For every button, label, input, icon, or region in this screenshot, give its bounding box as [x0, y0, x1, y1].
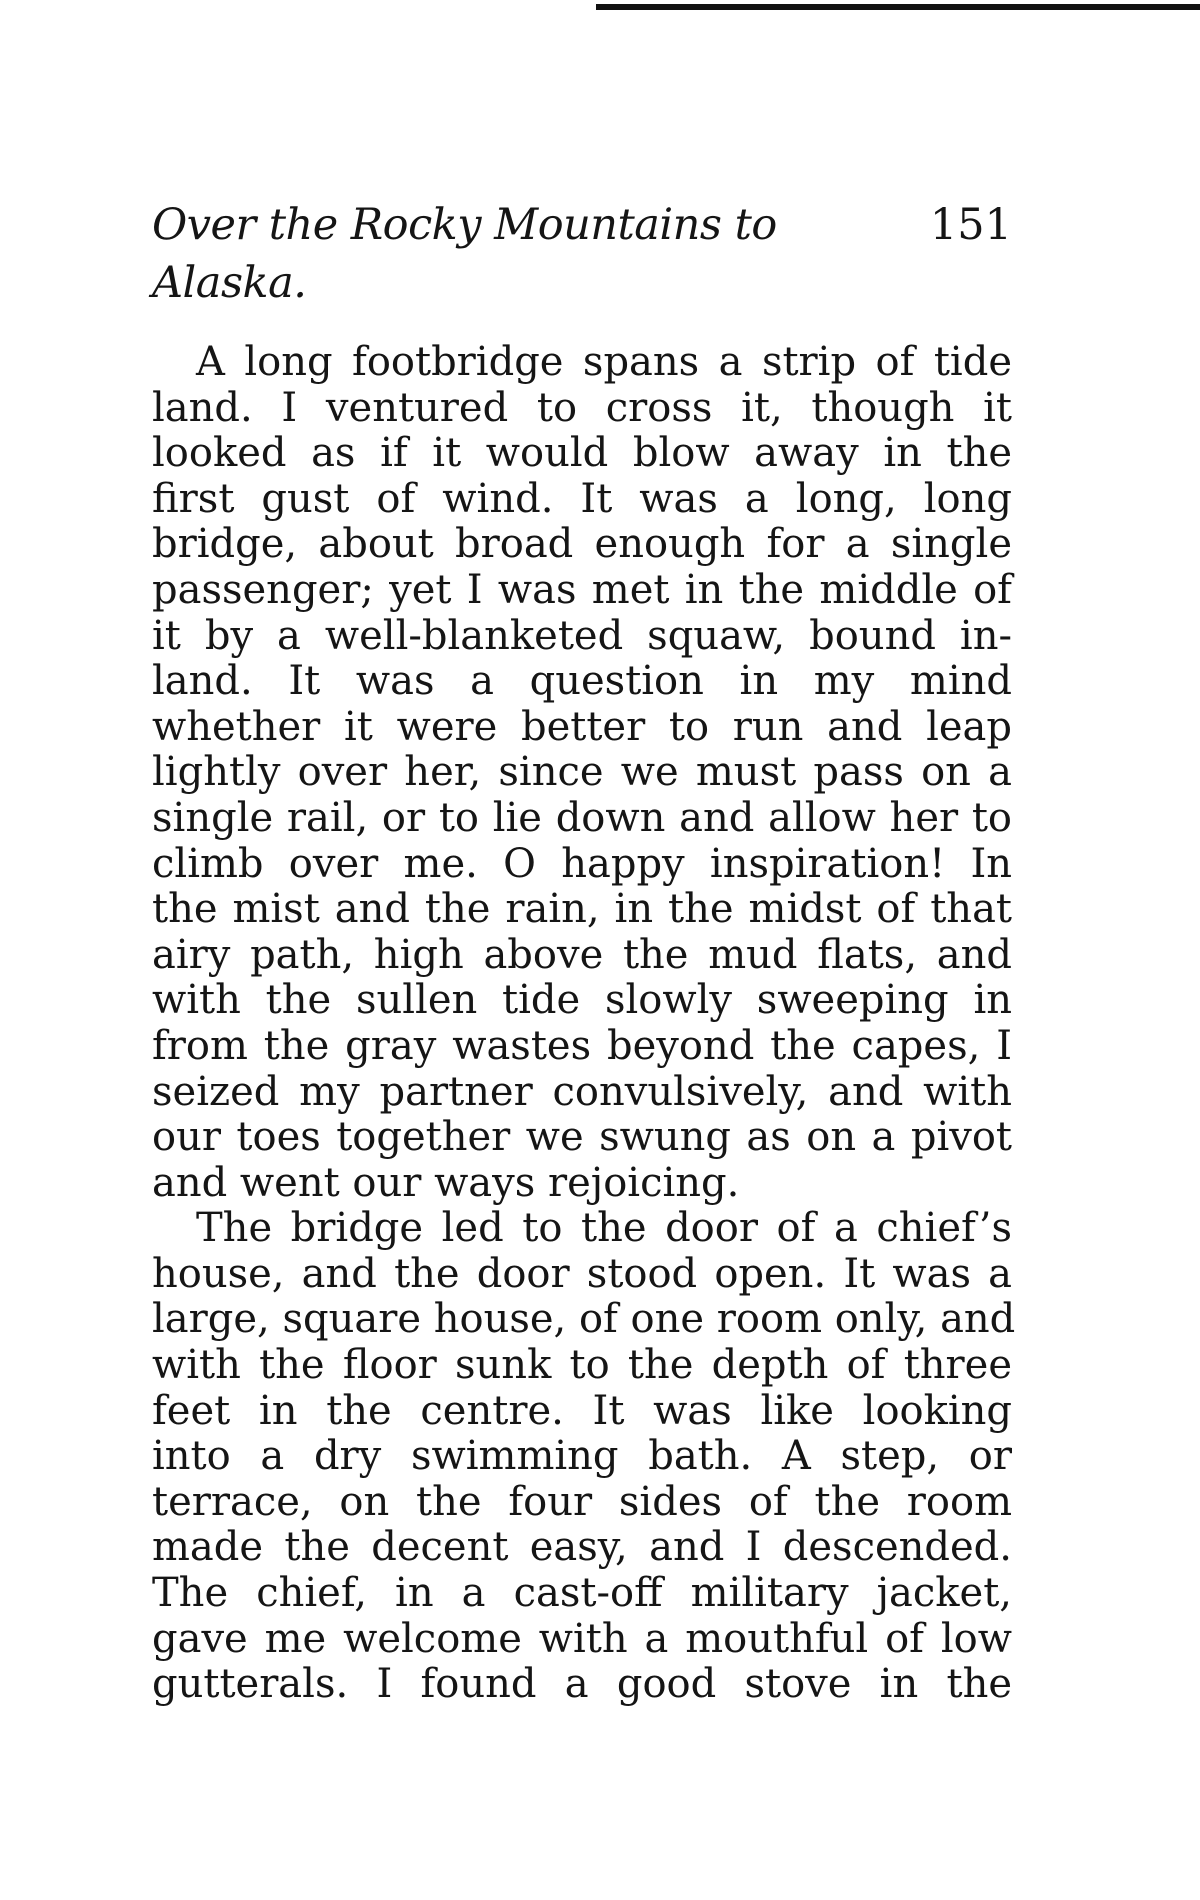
- text-line: feet in the centre. It was like looking: [152, 1387, 1012, 1434]
- text-line: our toes together we swung as on a pivot: [152, 1114, 1012, 1161]
- text-line: terrace, on the four sides of the room: [152, 1478, 1012, 1525]
- page-number: 151: [929, 200, 1012, 250]
- text-line: and went our ways rejoicing.: [152, 1159, 740, 1206]
- text-line: looked as if it would blow away in the: [152, 430, 1012, 477]
- text-line: single rail, or to lie down and allow her to: [152, 794, 1012, 841]
- text-line: gave me welcome with a mouthful of low: [152, 1615, 1012, 1662]
- text-line: bridge, about broad enough for a single: [152, 521, 1012, 568]
- text-line: lightly over her, since we must pass on a: [152, 749, 1012, 796]
- text-line: first gust of wind. It was a long, long: [152, 475, 1012, 522]
- text-line: house, and the door stood open. It was a: [152, 1250, 1012, 1297]
- text-line: land. It was a question in my mind: [152, 658, 1012, 705]
- text-line: from the gray wastes beyond the capes, I: [152, 1022, 1012, 1069]
- text-line: The bridge led to the door of a chief’s: [196, 1205, 1012, 1252]
- text-line: large, square house, of one room only, and: [152, 1296, 1016, 1343]
- text-line: gutterals. I found a good stove in the: [152, 1661, 1012, 1708]
- text-line: whether it were better to run and leap: [152, 703, 1012, 750]
- text-line: into a dry swimming bath. A step, or: [152, 1433, 1012, 1480]
- paragraph-2: [152, 1205, 1016, 1708]
- text-line: A long footbridge spans a strip of tide: [196, 339, 1012, 385]
- paragraph-1: [152, 340, 1012, 1206]
- running-title: Over the Rocky Mountains to Alaska.: [152, 200, 777, 308]
- text-line: climb over me. O happy inspiration! In: [152, 840, 1012, 887]
- text-line: land. I ventured to cross it, though it: [152, 384, 1012, 431]
- page-header: [152, 196, 1012, 312]
- top-rule: [596, 4, 1200, 10]
- book-page: [152, 196, 1016, 1708]
- text-line: with the sullen tide slowly sweeping in: [152, 977, 1012, 1024]
- text-line: it by a well-blanketed squaw, bound in-: [152, 612, 1012, 659]
- text-line: seized my partner convulsively, and with: [152, 1068, 1012, 1115]
- text-line: passenger; yet I was met in the middle of: [152, 566, 1012, 613]
- text-line: with the floor sunk to the depth of three: [152, 1342, 1012, 1389]
- text-line: The chief, in a cast-off military jacket,: [152, 1570, 1012, 1617]
- body-text: [152, 339, 1016, 1708]
- text-line: the mist and the rain, in the midst of that: [152, 886, 1012, 933]
- text-line: made the decent easy, and I descended.: [152, 1524, 1012, 1571]
- text-line: airy path, high above the mud flats, and: [152, 931, 1012, 978]
